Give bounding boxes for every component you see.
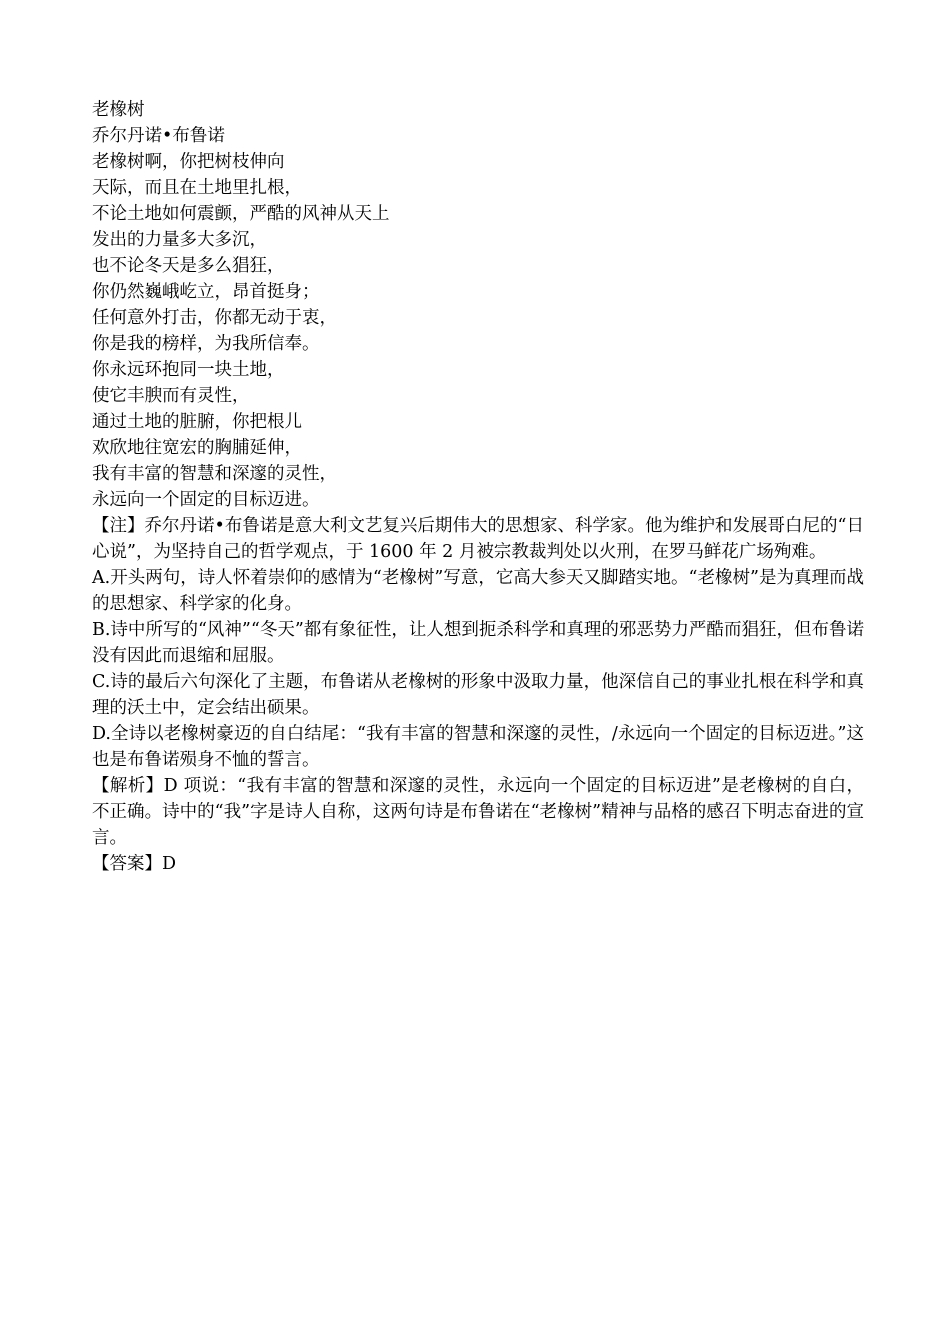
document-body (92, 97, 864, 877)
option-d: D.全诗以老橡树豪迈的自白结尾：“我有丰富的智慧和深邃的灵性，/永远向一个固定的目标迈进。”这也是布鲁诺殒身不恤的誓言。 (92, 724, 864, 770)
poem-line: 老橡树啊，你把树枝伸向 (92, 152, 285, 172)
answer-line: 【答案】D (92, 854, 177, 874)
poem-line: 欢欣地往宽宏的胸脯延伸， (92, 438, 302, 458)
poem-lines (92, 149, 864, 513)
poem-line: 使它丰腴而有灵性， (92, 386, 250, 406)
analysis-paragraph: 【解析】D 项说：“我有丰富的智慧和深邃的灵性，永远向一个固定的目标迈进”是老橡树的自白，不正确。诗中的“我”字是诗人自称，这两句诗是布鲁诺在“老橡树”精神与品格的感召下明志奋进的宣言。 (92, 776, 864, 848)
poem-line: 我有丰富的智慧和深邃的灵性， (92, 464, 337, 484)
option-a: A.开头两句，诗人怀着崇仰的感情为“老橡树”写意，它高大参天又脚踏实地。“老橡树”是为真理而战的思想家、科学家的化身。 (92, 568, 864, 614)
poem-line: 通过土地的脏腑，你把根儿 (92, 412, 302, 432)
poem-line: 任何意外打击，你都无动于衷， (92, 308, 337, 328)
poem-line: 你是我的榜样，为我所信奉。 (92, 334, 320, 354)
option-b: B.诗中所写的“风神”“冬天”都有象征性，让人想到扼杀科学和真理的邪恶势力严酷而猖狂，但布鲁诺没有因此而退缩和屈服。 (92, 620, 864, 666)
poem-line: 你永远环抱同一块土地， (92, 360, 285, 380)
note-paragraph: 【注】乔尔丹诺•布鲁诺是意大利文艺复兴后期伟大的思想家、科学家。他为维护和发展哥白尼的“日心说”，为坚持自己的哲学观点，于 1600 年 2 月被宗教裁判处以火刑，在罗马鲜花广场殉难。 (92, 516, 864, 562)
poem-line: 也不论冬天是多么猖狂， (92, 256, 285, 276)
poem-line: 永远向一个固定的目标迈进。 (92, 490, 320, 510)
poem-title: 老橡树 (92, 100, 145, 120)
poem-line: 你仍然巍峨屹立，昂首挺身； (92, 282, 320, 302)
option-c: C.诗的最后六句深化了主题，布鲁诺从老橡树的形象中汲取力量，他深信自己的事业扎根在科学和真理的沃土中，定会结出硕果。 (92, 672, 864, 718)
poem-author: 乔尔丹诺•布鲁诺 (92, 126, 225, 146)
poem-line: 不论土地如何震颤，严酷的风神从天上 (92, 204, 390, 224)
poem-line: 天际，而且在土地里扎根， (92, 178, 302, 198)
poem-line: 发出的力量多大多沉， (92, 230, 267, 250)
